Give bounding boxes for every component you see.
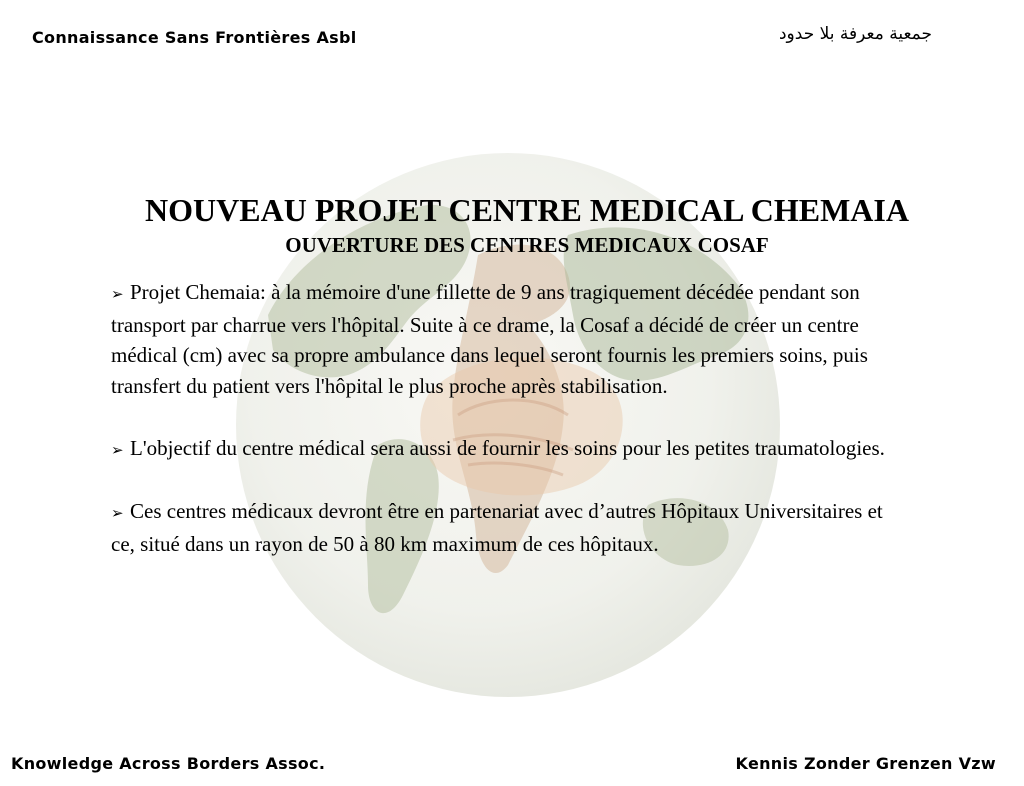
header-organization-name-arabic: جمعية معرفة بلا حدود [778, 24, 932, 44]
footer-organization-name-english: Knowledge Across Borders Assoc. [11, 754, 326, 773]
header-organization-name: Connaissance Sans Frontières Asbl [32, 28, 357, 47]
bullet-paragraph [111, 433, 911, 466]
paragraph-text: Projet Chemaia: à la mémoire d'une fillette de 9 ans tragiquement décédée pendant son transport par charrue vers l'hôpital. Suite à ce drame, la Cosaf a décidé de créer un centre médical (cm) avec sa propre ambulance dans lequel seront fournis les premiers soins, puis transfert du patient vers l'hôpital le plus proche après stabilisation. [111, 280, 868, 399]
bullet-paragraph [111, 277, 911, 402]
paragraph-text: Ces centres médicaux devront être en partenariat avec d’autres Hôpitaux Universitaires et ce, situé dans un rayon de 50 à 80 km maximum de ces hôpitaux. [111, 498, 883, 556]
arrowhead-bullet-icon: ➢ [111, 503, 124, 522]
slide-body [111, 277, 911, 590]
paragraph-text: L'objectif du centre médical sera aussi de fournir les soins pour les petites traumatologies. [130, 435, 885, 460]
slide-title: NOUVEAU PROJET CENTRE MEDICAL CHEMAIA [145, 192, 909, 228]
arrowhead-bullet-icon: ➢ [111, 285, 124, 303]
slide-subtitle: OUVERTURE DES CENTRES MEDICAUX COSAF [285, 233, 769, 257]
bullet-paragraph [111, 496, 911, 559]
footer-organization-name-dutch: Kennis Zonder Grenzen Vzw [735, 754, 996, 773]
arrowhead-bullet-icon: ➢ [111, 440, 124, 459]
